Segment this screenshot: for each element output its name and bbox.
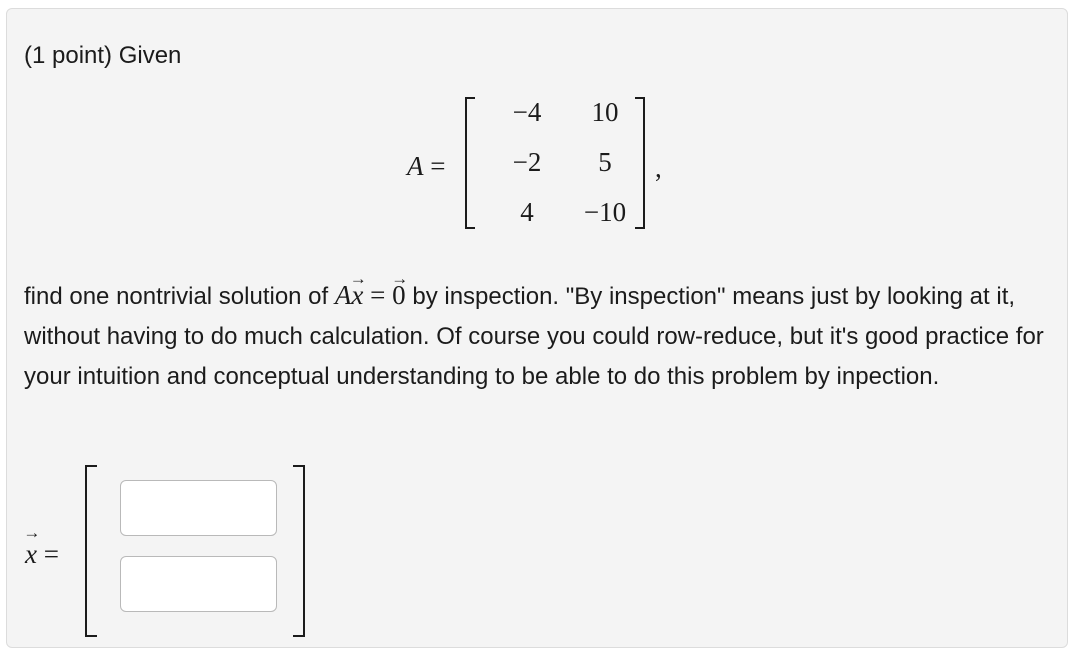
equation-matrix: A (334, 280, 352, 310)
matrix-cell: −10 (583, 197, 627, 227)
answer-input-1[interactable] (120, 480, 277, 536)
answer-equals: = (43, 539, 59, 569)
matrix-cell: −2 (512, 147, 542, 177)
matrix-equation-label (407, 151, 445, 182)
equation-vector-x: → x (351, 275, 363, 315)
answer-input-2[interactable] (120, 556, 277, 612)
matrix-cell: 5 (598, 147, 612, 177)
matrix-left-bracket (465, 97, 475, 229)
problem-prompt: (1 point) Given (24, 42, 182, 69)
question-panel (6, 8, 1068, 648)
matrix-name: A (407, 151, 424, 181)
matrix-cell: −4 (512, 97, 542, 127)
matrix-cell: 10 (591, 97, 619, 127)
answer-vector-x: → x (25, 539, 37, 570)
answer-right-bracket (293, 465, 305, 637)
instruction-part1: find one nontrivial solution of (24, 283, 329, 310)
matrix-cell: 4 (520, 197, 534, 227)
equals-sign: = (430, 151, 446, 181)
instruction-text (24, 275, 1054, 397)
answer-vector-label (25, 539, 59, 570)
instruction-part2: by inspection. "By inspection" means just by looking at it, without having to do much calculation. Of course you could row-reduce, but it's good practice for your intuition and conceptual understanding to be able to do this problem by inpection. (24, 283, 1044, 390)
equation (335, 280, 412, 310)
equation-zero-vector: → 0 (392, 275, 406, 315)
answer-left-bracket (85, 465, 97, 637)
equation-equals: = (370, 280, 386, 310)
trailing-comma: , (655, 153, 662, 183)
